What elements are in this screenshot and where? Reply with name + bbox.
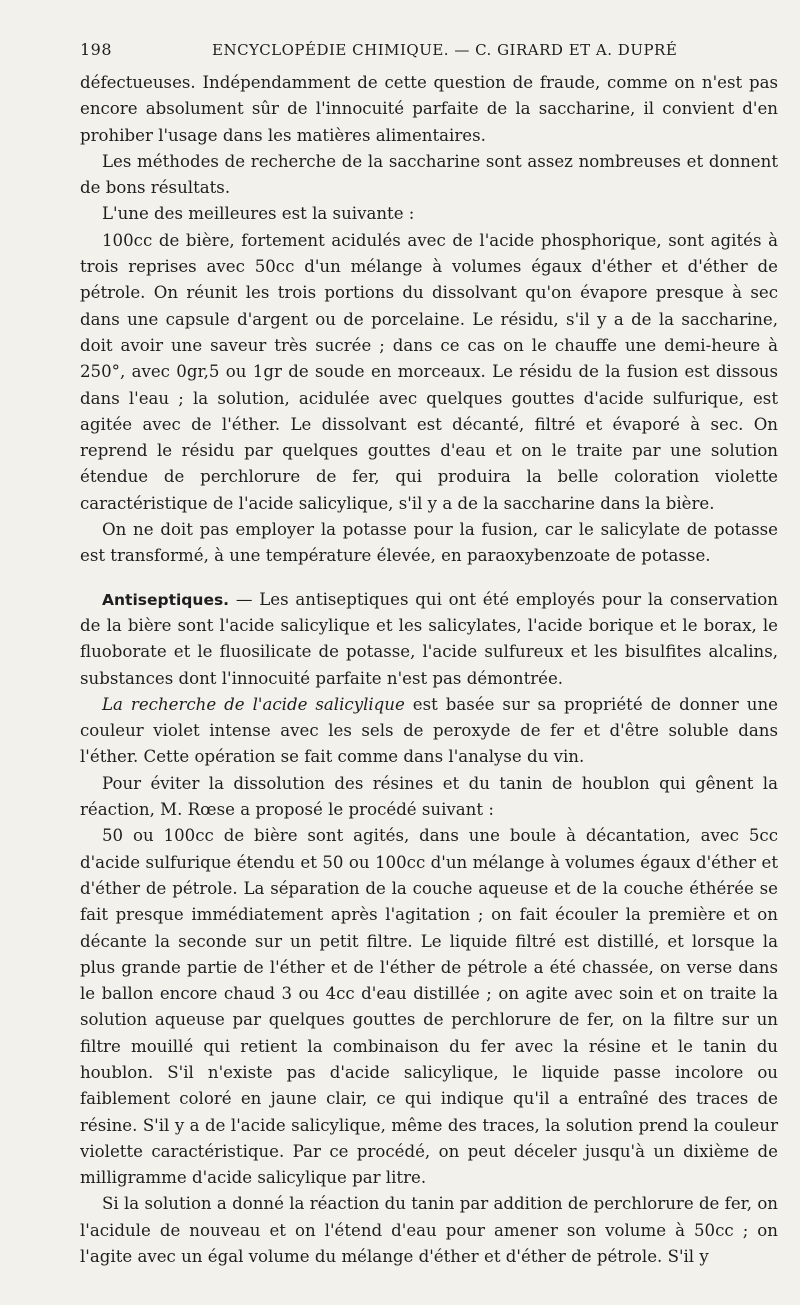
running-header	[80, 40, 778, 70]
paragraph-text: est basée sur sa propriété de donner une couleur violet intense avec les sels de peroxyde de fer et d'être soluble dans l'éther. Cette opération se fait comme dans l'analyse du vin.	[80, 694, 778, 767]
paragraph: On ne doit pas employer la potasse pour la fusion, car le salicylate de potasse est transformé, à une température élevée, en paraoxybenzoate de potasse.	[80, 520, 778, 566]
paragraph: L'une des meilleures est la suivante :	[102, 204, 415, 224]
body-text	[80, 70, 778, 1270]
paragraph: 50 ou 100cc de bière sont agités, dans une boule à décantation, avec 5cc d'acide sulfurique étendu et 50 ou 100cc d'un mélange à volumes égaux d'éther et d'éther de pétrole. La séparation de la couche aqueuse et de la couche éthérée se fait presque immédiatement après l'agitation ; on fait écouler la première et on décante la seconde sur un petit filtre. Le liquide filtré est distillé, et lorsque la plus grande partie de l'éther et de l'éther de pétrole a été chassée, on verse dans le ballon encore chaud 3 ou 4cc d'eau distillée ; on agite avec soin et on traite la solution aqueuse par quelques gouttes de perchlorure de fer, on la filtre sur un filtre mouillé qui retient la combinaison du fer avec la résine et le tanin du houblon. S'il n'existe pas d'acide salicylique, le liquide passe incolore ou faiblement coloré en jaune clair, ce qui indique qu'il a entraîné des traces de résine. S'il y a de l'acide salicylique, même des traces, la solution prend la couleur violette caractéristique. Par ce procédé, on peut déceler jusqu'à un dixième de milligramme d'acide salicylique par litre.	[80, 826, 778, 1188]
paragraph-text: — Les antiseptiques qui ont été employés pour la conservation de la bière sont l'acide salicylique et les salicylates, l'acide borique et le borax, le fluoborate et le fluosilicate de potasse, l'acide sulfureux et les bisulfites alcalins, substances dont l'innocuité parfaite n'est pas démontrée.	[80, 589, 778, 688]
italic-phrase: La recherche de l'acide salicylique	[102, 694, 405, 714]
paragraph: Si la solution a donné la réaction du tanin par addition de perchlorure de fer, on l'acidule de nouveau et on l'étend d'eau pour amener son volume à 50cc ; on l'agite avec un égal volume du mélange d'éther et d'éther de pétrole. S'il y	[80, 1194, 778, 1267]
paragraph: Pour éviter la dissolution des résines et du tanin de houblon qui gênent la réaction, M. Rœse a proposé le procédé suivant :	[80, 773, 778, 820]
section-heading: Antiseptiques.	[102, 590, 230, 609]
running-title: ENCYCLOPÉDIE CHIMIQUE. — C. GIRARD ET A. DUPRÉ	[212, 41, 678, 59]
paragraph: défectueuses. Indépendamment de cette question de fraude, comme on n'est pas encore absolument sûr de l'innocuité parfaite de la saccharine, il convient d'en prohiber l'usage dans les matières alimentaires.	[80, 73, 778, 145]
paragraph: Les méthodes de recherche de la saccharine sont assez nombreuses et donnent de bons résultats.	[80, 151, 778, 198]
section-paragraph	[80, 587, 778, 692]
paragraph	[80, 692, 778, 771]
page-number: 198	[80, 40, 113, 59]
paragraph: 100cc de bière, fortement acidulés avec de l'acide phosphorique, sont agités à trois reprises avec 50cc d'un mélange à volumes égaux d'éther et d'éther de pétrole. On réunit les trois portions du dissolvant qu'on évapore presque à sec dans une capsule d'argent ou de porcelaine. Le résidu, s'il y a de la saccharine, doit avoir une saveur très sucrée ; dans ce cas on le chauffe une demi-heure à 250°, avec 0gr,5 ou 1gr de soude en morceaux. Le résidu de la fusion est dissous dans l'eau ; la solution, acidulée avec quelques gouttes d'acide sulfurique, est agitée avec de l'éther. Le dissolvant est décanté, filtré et évaporé à sec. On reprend le résidu par quelques gouttes d'eau et on le traite par une solution étendue de perchlorure de fer, qui produira la belle coloration violette caractéristique de l'acide salicylique, s'il y a de la saccharine dans la bière.	[80, 230, 778, 513]
